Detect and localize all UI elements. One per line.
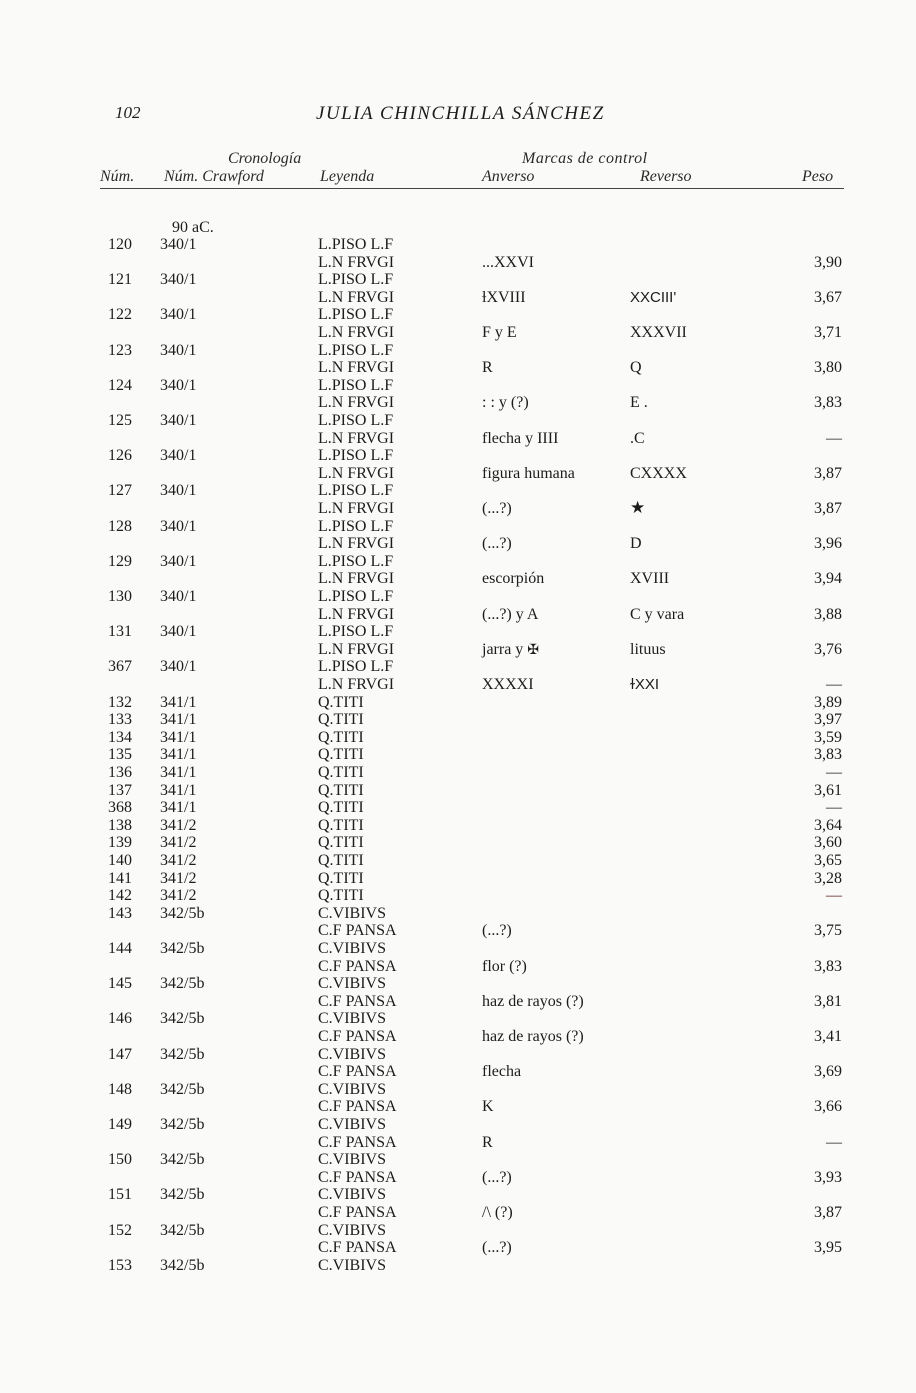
- row-peso: 3,93: [814, 1169, 842, 1186]
- row-anverso: figura humana: [482, 465, 575, 482]
- row-peso: 3,83: [814, 394, 842, 411]
- row-peso: 3,65: [814, 852, 842, 869]
- row-num: 133: [108, 711, 132, 728]
- row-peso: 3,66: [814, 1098, 842, 1115]
- row-crawford: 340/1: [160, 482, 197, 499]
- row-crawford: 341/1: [160, 764, 197, 781]
- row-leyenda-line: L.PISO L.F: [318, 623, 394, 640]
- row-leyenda-line: C.F PANSA: [318, 1028, 397, 1045]
- row-leyenda-line: C.VIBIVS: [318, 975, 387, 992]
- row-num: 147: [108, 1046, 132, 1063]
- row-reverso: ★: [630, 498, 646, 518]
- row-num: 141: [108, 870, 132, 887]
- row-peso: 3,94: [814, 570, 842, 587]
- row-peso: —: [826, 764, 842, 781]
- row-leyenda-line: L.PISO L.F: [318, 271, 394, 288]
- row-anverso: ɫXVIII: [482, 289, 526, 306]
- row-anverso: jarra y ✠: [482, 641, 540, 658]
- row-crawford: 340/1: [160, 236, 197, 253]
- row-leyenda-line: C.VIBIVS: [318, 1010, 387, 1027]
- row-crawford: 341/2: [160, 870, 197, 887]
- row-peso: 3,41: [814, 1028, 842, 1045]
- row-anverso: flor (?): [482, 958, 527, 975]
- row-reverso: E .: [630, 394, 648, 411]
- row-crawford: 341/1: [160, 746, 197, 763]
- row-peso: 3,67: [814, 289, 842, 306]
- row-leyenda-line: L.N FRVGI: [318, 676, 395, 693]
- row-leyenda-line: L.N FRVGI: [318, 359, 395, 376]
- row-peso: 3,96: [814, 535, 842, 552]
- row-leyenda-line: L.N FRVGI: [318, 641, 395, 658]
- row-anverso: (...?): [482, 1169, 512, 1186]
- row-crawford: 342/5b: [160, 1222, 205, 1239]
- chronology-date: 90 aC.: [172, 219, 214, 236]
- row-reverso: CXXXX: [630, 465, 687, 482]
- row-num: 151: [108, 1186, 132, 1203]
- row-num: 142: [108, 887, 132, 904]
- row-leyenda-line: L.N FRVGI: [318, 430, 395, 447]
- row-leyenda-line: C.F PANSA: [318, 922, 397, 939]
- row-leyenda-line: L.PISO L.F: [318, 482, 394, 499]
- row-leyenda-line: C.F PANSA: [318, 1204, 397, 1221]
- running-head-author: JULIA CHINCHILLA SÁNCHEZ: [316, 103, 605, 124]
- row-num: 131: [108, 623, 132, 640]
- row-num: 138: [108, 817, 132, 834]
- row-crawford: 341/1: [160, 799, 197, 816]
- row-leyenda-line: L.N FRVGI: [318, 535, 395, 552]
- row-crawford: 340/1: [160, 518, 197, 535]
- row-crawford: 340/1: [160, 271, 197, 288]
- row-leyenda-line: L.N FRVGI: [318, 500, 395, 517]
- row-crawford: 341/1: [160, 782, 197, 799]
- row-peso: —: [826, 676, 842, 693]
- row-peso: 3,95: [814, 1239, 842, 1256]
- row-leyenda-line: Q.TITI: [318, 782, 364, 799]
- row-anverso: (...?): [482, 535, 512, 552]
- row-crawford: 340/1: [160, 588, 197, 605]
- row-num: 122: [108, 306, 132, 323]
- header-cronologia: Cronología: [228, 150, 302, 167]
- row-num: 136: [108, 764, 132, 781]
- row-num: 148: [108, 1081, 132, 1098]
- row-leyenda-line: C.F PANSA: [318, 1134, 397, 1151]
- row-leyenda-line: C.F PANSA: [318, 1239, 397, 1256]
- row-reverso: Q: [630, 359, 642, 376]
- row-leyenda-line: L.N FRVGI: [318, 394, 395, 411]
- row-leyenda-line: Q.TITI: [318, 694, 364, 711]
- row-peso: 3,76: [814, 641, 842, 658]
- row-leyenda-line: L.PISO L.F: [318, 588, 394, 605]
- row-num: 152: [108, 1222, 132, 1239]
- row-leyenda-line: L.PISO L.F: [318, 412, 394, 429]
- row-num: 134: [108, 729, 132, 746]
- row-leyenda-line: C.VIBIVS: [318, 1222, 387, 1239]
- row-leyenda-line: C.VIBIVS: [318, 940, 387, 957]
- row-reverso: D: [630, 535, 642, 552]
- row-leyenda-line: L.PISO L.F: [318, 306, 394, 323]
- row-anverso: R: [482, 359, 493, 376]
- row-leyenda-line: Q.TITI: [318, 817, 364, 834]
- row-anverso: flecha: [482, 1063, 522, 1080]
- row-num: 121: [108, 271, 132, 288]
- row-peso: 3,59: [814, 729, 842, 746]
- row-anverso: R: [482, 1134, 493, 1151]
- row-crawford: 340/1: [160, 623, 197, 640]
- row-num: 135: [108, 746, 132, 763]
- row-num: 126: [108, 447, 132, 464]
- row-num: 150: [108, 1151, 132, 1168]
- row-peso: 3,97: [814, 711, 842, 728]
- row-leyenda-line: C.VIBIVS: [318, 1257, 387, 1274]
- row-num: 367: [108, 658, 132, 675]
- row-peso: —: [826, 887, 842, 904]
- row-leyenda-line: C.VIBIVS: [318, 905, 387, 922]
- row-leyenda-line: L.PISO L.F: [318, 518, 394, 535]
- row-crawford: 340/1: [160, 306, 197, 323]
- row-leyenda-line: Q.TITI: [318, 887, 364, 904]
- row-leyenda-line: L.PISO L.F: [318, 342, 394, 359]
- row-reverso: ɫXXI: [630, 676, 660, 693]
- row-crawford: 340/1: [160, 658, 197, 675]
- row-num: 145: [108, 975, 132, 992]
- row-peso: 3,83: [814, 958, 842, 975]
- row-anverso: /\ (?): [482, 1204, 513, 1221]
- row-anverso: haz de rayos (?): [482, 993, 584, 1010]
- row-crawford: 342/5b: [160, 1081, 205, 1098]
- row-anverso: (...?): [482, 1239, 512, 1256]
- row-peso: 3,28: [814, 870, 842, 887]
- row-leyenda-line: Q.TITI: [318, 799, 364, 816]
- row-anverso: flecha y IIII: [482, 430, 559, 447]
- row-anverso: (...?): [482, 500, 512, 517]
- row-anverso: ...XXVI: [482, 254, 534, 271]
- row-peso: 3,71: [814, 324, 842, 341]
- row-num: 130: [108, 588, 132, 605]
- row-leyenda-line: C.F PANSA: [318, 1098, 397, 1115]
- row-reverso: C y vara: [630, 606, 685, 623]
- header-leyenda: Leyenda: [320, 168, 375, 185]
- row-num: 368: [108, 799, 132, 816]
- row-peso: 3,87: [814, 500, 842, 517]
- header-marcas-de-control: Marcas de control: [522, 150, 648, 167]
- row-crawford: 340/1: [160, 553, 197, 570]
- row-leyenda-line: C.VIBIVS: [318, 1186, 387, 1203]
- row-leyenda-line: Q.TITI: [318, 746, 364, 763]
- row-leyenda-line: L.N FRVGI: [318, 465, 395, 482]
- row-leyenda-line: L.PISO L.F: [318, 236, 394, 253]
- row-reverso: XXCIII': [630, 289, 677, 306]
- row-leyenda-line: L.N FRVGI: [318, 570, 395, 587]
- row-leyenda-line: C.VIBIVS: [318, 1116, 387, 1133]
- row-num: 153: [108, 1257, 132, 1274]
- row-crawford: 342/5b: [160, 1151, 205, 1168]
- row-peso: —: [826, 430, 842, 447]
- row-leyenda-line: L.N FRVGI: [318, 254, 395, 271]
- row-num: 143: [108, 905, 132, 922]
- row-leyenda-line: L.N FRVGI: [318, 324, 395, 341]
- row-anverso: : : y (?): [482, 394, 529, 411]
- row-num: 129: [108, 553, 132, 570]
- row-peso: 3,64: [814, 817, 842, 834]
- row-leyenda-line: L.PISO L.F: [318, 658, 394, 675]
- row-num: 124: [108, 377, 132, 394]
- row-peso: 3,60: [814, 834, 842, 851]
- header-anverso: Anverso: [482, 168, 535, 185]
- header-peso: Peso: [802, 168, 834, 185]
- row-crawford: 341/2: [160, 852, 197, 869]
- row-crawford: 341/2: [160, 887, 197, 904]
- row-crawford: 341/1: [160, 711, 197, 728]
- row-crawford: 341/1: [160, 694, 197, 711]
- row-num: 120: [108, 236, 132, 253]
- row-crawford: 342/5b: [160, 975, 205, 992]
- row-peso: 3,83: [814, 746, 842, 763]
- row-num: 132: [108, 694, 132, 711]
- row-crawford: 342/5b: [160, 1010, 205, 1027]
- row-anverso: (...?) y A: [482, 606, 539, 623]
- page-number: 102: [115, 103, 141, 122]
- row-crawford: 342/5b: [160, 1046, 205, 1063]
- row-peso: 3,75: [814, 922, 842, 939]
- row-anverso: XXXXI: [482, 676, 534, 693]
- row-reverso: XVIII: [630, 570, 670, 587]
- row-leyenda-line: C.VIBIVS: [318, 1046, 387, 1063]
- row-anverso: K: [482, 1098, 494, 1115]
- row-leyenda-line: L.PISO L.F: [318, 447, 394, 464]
- row-leyenda-line: Q.TITI: [318, 870, 364, 887]
- row-reverso: XXXVII: [630, 324, 687, 341]
- header-reverso: Reverso: [640, 168, 692, 185]
- row-num: 139: [108, 834, 132, 851]
- row-num: 127: [108, 482, 132, 499]
- row-leyenda-line: C.F PANSA: [318, 1169, 397, 1186]
- row-num: 123: [108, 342, 132, 359]
- row-crawford: 340/1: [160, 412, 197, 429]
- row-crawford: 340/1: [160, 447, 197, 464]
- row-num: 144: [108, 940, 132, 957]
- row-num: 128: [108, 518, 132, 535]
- row-peso: 3,90: [814, 254, 842, 271]
- row-crawford: 342/5b: [160, 1257, 205, 1274]
- row-leyenda-line: L.N FRVGI: [318, 289, 395, 306]
- row-crawford: 342/5b: [160, 940, 205, 957]
- row-peso: 3,80: [814, 359, 842, 376]
- row-peso: 3,69: [814, 1063, 842, 1080]
- row-crawford: 341/2: [160, 817, 197, 834]
- row-crawford: 342/5b: [160, 905, 205, 922]
- row-crawford: 341/2: [160, 834, 197, 851]
- row-num: 125: [108, 412, 132, 429]
- row-crawford: 341/1: [160, 729, 197, 746]
- row-num: 149: [108, 1116, 132, 1133]
- row-leyenda-line: L.N FRVGI: [318, 606, 395, 623]
- row-num: 140: [108, 852, 132, 869]
- row-peso: 3,81: [814, 993, 842, 1010]
- row-leyenda-line: Q.TITI: [318, 852, 364, 869]
- row-leyenda-line: L.PISO L.F: [318, 553, 394, 570]
- row-reverso: .C: [630, 430, 645, 447]
- header-num-crawford: Núm. Crawford: [164, 168, 264, 185]
- row-leyenda-line: Q.TITI: [318, 711, 364, 728]
- row-leyenda-line: C.VIBIVS: [318, 1081, 387, 1098]
- row-peso: —: [826, 1134, 842, 1151]
- row-peso: 3,61: [814, 782, 842, 799]
- row-leyenda-line: Q.TITI: [318, 729, 364, 746]
- row-crawford: 342/5b: [160, 1186, 205, 1203]
- header-rule: [100, 188, 844, 189]
- row-peso: —: [826, 799, 842, 816]
- row-peso: 3,87: [814, 1204, 842, 1221]
- row-crawford: 340/1: [160, 342, 197, 359]
- row-num: 146: [108, 1010, 132, 1027]
- row-leyenda-line: C.VIBIVS: [318, 1151, 387, 1168]
- row-leyenda-line: Q.TITI: [318, 764, 364, 781]
- row-leyenda-line: C.F PANSA: [318, 1063, 397, 1080]
- row-leyenda-line: Q.TITI: [318, 834, 364, 851]
- row-crawford: 340/1: [160, 377, 197, 394]
- row-reverso: lituus: [630, 641, 666, 658]
- row-peso: 3,89: [814, 694, 842, 711]
- row-crawford: 342/5b: [160, 1116, 205, 1133]
- row-leyenda-line: C.F PANSA: [318, 993, 397, 1010]
- row-anverso: (...?): [482, 922, 512, 939]
- row-peso: 3,87: [814, 465, 842, 482]
- row-anverso: F y E: [482, 324, 517, 341]
- running-head: [0, 103, 916, 131]
- row-anverso: escorpión: [482, 570, 545, 587]
- row-num: 137: [108, 782, 132, 799]
- row-peso: 3,88: [814, 606, 842, 623]
- row-anverso: haz de rayos (?): [482, 1028, 584, 1045]
- row-leyenda-line: L.PISO L.F: [318, 377, 394, 394]
- row-leyenda-line: C.F PANSA: [318, 958, 397, 975]
- header-num: Núm.: [100, 168, 135, 185]
